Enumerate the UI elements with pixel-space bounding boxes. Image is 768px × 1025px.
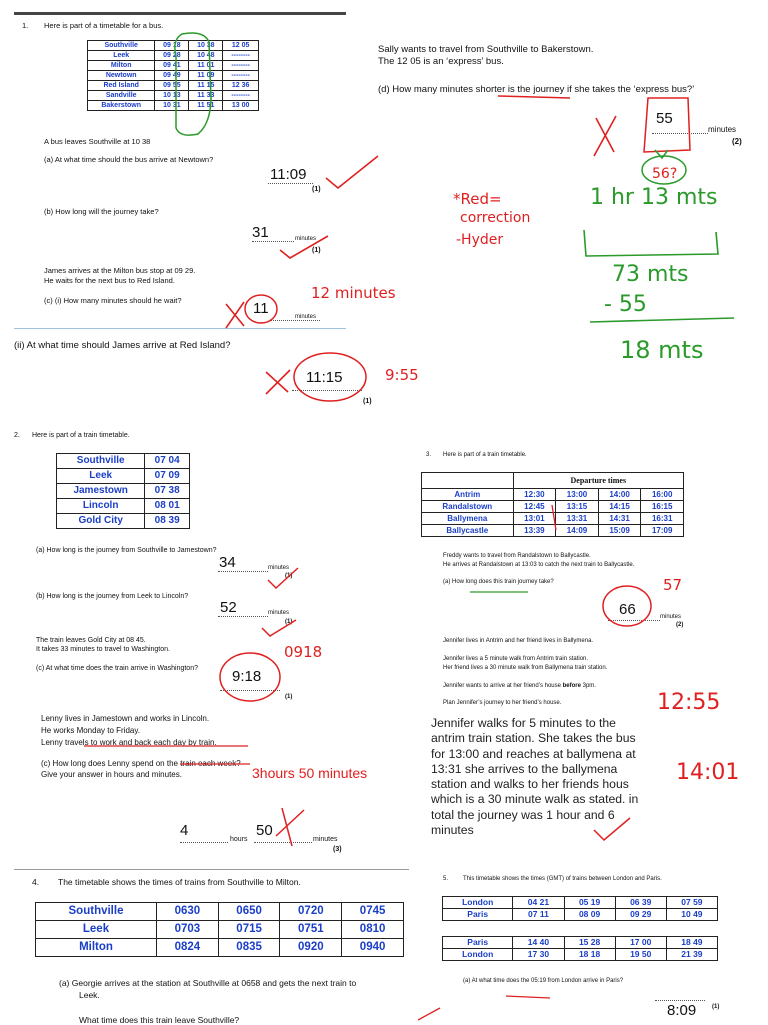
q3-freddy-line1: Freddy wants to travel from Randalstown to Ballycastle. [443, 553, 591, 559]
green-work-line2: 73 mts [612, 262, 689, 287]
q2d-question: (c) How long does Lenny spend on the train each week? [41, 759, 241, 768]
q2a-question: (a) How long is the journey from Southville to Jamestown? [36, 547, 217, 554]
q3-table-time-cell: 13:01 [513, 513, 556, 525]
q3-freddy-line2: He arrives at Randalstown at 13:03 to catch the next train to Ballycastle. [443, 562, 635, 568]
q4-table-time-cell: 0920 [280, 939, 342, 957]
q2c-answer-line [220, 690, 280, 691]
q3-jen-line4 [443, 683, 596, 689]
q1ci-answer: 11 [253, 300, 269, 317]
q1-table-time-cell: 09 41 [155, 61, 189, 71]
q5-table2-stop-cell: Paris [443, 937, 513, 949]
q5-table2-time-cell: 18 18 [564, 949, 615, 961]
q1-table-time-cell: 11 15 [189, 81, 223, 91]
q2-table-time-cell: 08 39 [145, 514, 190, 529]
q1cii-question: (ii) At what time should James arrive at Red Island? [14, 340, 231, 351]
q3a-answer: 66 [619, 601, 636, 618]
q1-james-line1: James arrives at the Milton bus stop at 09 29. [44, 266, 196, 275]
q2-number: 2. [14, 432, 20, 439]
q2-table-row [57, 484, 190, 499]
q2d-cross [276, 808, 304, 846]
q5-intro: This timetable shows the times (GMT) of trains between London and Paris. [463, 876, 662, 882]
q5-table2-time-cell: 21 39 [666, 949, 717, 961]
q3a-correction: 57 [663, 576, 683, 594]
q2a-answer: 34 [219, 554, 236, 571]
q1ci-question: (c) (i) How many minutes should he wait? [44, 296, 182, 305]
q1-table-time-cell: 09 18 [155, 41, 189, 51]
q1b-marks: (1) [312, 247, 321, 254]
q1-table-time-cell: -------- [223, 61, 259, 71]
q3-table-time-cell: 13:39 [513, 525, 556, 537]
q5-table2-row [443, 937, 718, 949]
q3-table-time-cell: 16:31 [641, 513, 684, 525]
q4-table-time-cell: 0940 [342, 939, 404, 957]
red-note-line2: correction [460, 210, 531, 226]
q4-table-time-cell: 0835 [218, 939, 280, 957]
q1a-answer: 11:09 [270, 166, 307, 183]
q1a-question: (a) At what time should the bus arrive at Newtown? [44, 155, 214, 164]
q5-table1-time-cell: 10 49 [666, 909, 717, 921]
q5-paris-london-table [442, 936, 718, 961]
q2a-check [268, 568, 298, 588]
q1-table-time-cell: 10 13 [155, 91, 189, 101]
q3-jen-line4-bold: before [562, 683, 581, 689]
q3-table-time-cell: 13:31 [556, 513, 599, 525]
q2b-answer-line [218, 616, 268, 617]
q1-table-stop-cell: Sandville [88, 91, 155, 101]
green-subtract-line [590, 318, 734, 322]
q5-table2-time-cell: 17 30 [513, 949, 564, 961]
q1-bus-timetable [87, 40, 259, 111]
q4-table-stop-cell: Leek [36, 921, 157, 939]
q1-table-row [88, 41, 259, 51]
q3-number: 3. [426, 452, 432, 458]
red-note-line1: *Red= [453, 190, 502, 208]
q2-table-time-cell: 07 38 [145, 484, 190, 499]
q1-table-time-cell: 10 48 [189, 51, 223, 61]
q3-table-time-cell: 17:09 [641, 525, 684, 537]
q1ci-correction: 12 minutes [311, 284, 396, 302]
q2c-marks: (1) [285, 694, 293, 700]
green-work-line1: 1 hr 13 mts [590, 185, 718, 210]
q2-table-stop-cell: Southville [57, 454, 145, 469]
q1b-question: (b) How long will the journey take? [44, 207, 159, 216]
q3-table-row [422, 513, 684, 525]
q1-table-stop-cell: Newtown [88, 71, 155, 81]
q1b-answer: 31 [252, 224, 269, 241]
q4-table-time-cell: 0751 [280, 921, 342, 939]
q3-table-stop-cell: Ballymena [422, 513, 514, 525]
q1-table-time-cell: 09 49 [155, 71, 189, 81]
q1d-answer: 55 [656, 110, 673, 127]
q5-table2-time-cell: 14 40 [513, 937, 564, 949]
q1-james-line2: He waits for the next bus to Red Island. [44, 276, 175, 285]
q3-table-time-cell: 14:00 [598, 489, 641, 501]
q5-london-paris-table [442, 896, 718, 921]
q5-table2-time-cell: 15 28 [564, 937, 615, 949]
q1-table-stop-cell: Red Island [88, 81, 155, 91]
q2d-marks: (3) [333, 846, 342, 853]
q3a-answer-line [608, 620, 660, 621]
q1cii-cross [266, 370, 290, 394]
q2-table-row [57, 514, 190, 529]
q3-table-time-cell: 16:15 [641, 501, 684, 513]
q2-gold-line2: It takes 33 minutes to travel to Washington. [36, 646, 170, 653]
q1-table-stop-cell: Leek [88, 51, 155, 61]
q1-sally-line1: Sally wants to travel from Southville to Bakerstown. [378, 44, 594, 55]
q1-table-time-cell: 12 36 [223, 81, 259, 91]
q1-table-stop-cell: Milton [88, 61, 155, 71]
q3-intro: Here is part of a train timetable. [443, 452, 527, 458]
q2d-mins-unit: minutes [313, 836, 338, 843]
q4-table-row [36, 939, 404, 957]
q2b-answer: 52 [220, 599, 237, 616]
q3b-typed-answer: Jennifer walks for 5 minutes to the antrim train station. She takes the bus for 13:00 and reaches at ballymena at 13:31 she arrives to the ballymena station and walks to her friends hous which is a 30 minute walk as stated. in total the journey was 1 hour and 6 minutes [431, 716, 639, 838]
q5-table1-time-cell: 08 09 [564, 909, 615, 921]
q3a-unit: minutes [660, 614, 682, 620]
q2-table-stop-cell: Jamestown [57, 484, 145, 499]
q5-table1-time-cell: 07 11 [513, 909, 564, 921]
q2d-question-line2: Give your answer in hours and minutes. [41, 770, 182, 779]
q4-table-row [36, 903, 404, 921]
q3a-question: (a) How long does this train journey take? [443, 579, 554, 585]
q4-table-stop-cell: Southville [36, 903, 157, 921]
q2b-question: (b) How long is the journey from Leek to Lincoln? [36, 593, 189, 600]
q3-table-header: Departure times [513, 473, 683, 489]
q4-table-row [36, 921, 404, 939]
q1-sally-line2: The 12 05 is an ‘express’ bus. [378, 56, 504, 67]
q3-table-time-cell: 16:00 [641, 489, 684, 501]
q1-intro: Here is part of a timetable for a bus. [44, 21, 164, 30]
q2b-marks: (1) [285, 619, 293, 625]
q1-table-time-cell: -------- [223, 51, 259, 61]
q1-table-time-cell: -------- [223, 71, 259, 81]
q1d-underline [498, 96, 570, 98]
q2c-question: (c) At what time does the train arrive in Washington? [36, 665, 198, 672]
q2c-answer: 9:18 [232, 668, 262, 685]
q5-table1-stop-cell: London [443, 897, 513, 909]
q5-table1-time-cell: 04 21 [513, 897, 564, 909]
q2-table-time-cell: 08 01 [145, 499, 190, 514]
q2-table-stop-cell: Gold City [57, 514, 145, 529]
q2d-mins-line [254, 842, 312, 843]
q1d-cross [594, 116, 616, 156]
q1a-check [326, 156, 378, 188]
q2-table-row [57, 499, 190, 514]
q4-train-timetable [35, 902, 404, 957]
q1-table-time-cell: -------- [223, 91, 259, 101]
q5a-marks: (1) [712, 1004, 720, 1010]
q2d-mins-answer: 50 [256, 822, 273, 839]
q1-table-stop-cell: Bakerstown [88, 101, 155, 111]
q1b-unit: minutes [295, 236, 317, 242]
q1-table-time-cell: 12 05 [223, 41, 259, 51]
q1-divider [14, 328, 346, 329]
q1ci-cross [226, 302, 244, 328]
q2b-unit: minutes [268, 610, 290, 616]
green-work-line4: 18 mts [620, 336, 704, 364]
q5-table1-row [443, 897, 718, 909]
q3-train-timetable [421, 472, 684, 537]
q1-table-time-cell: 09 28 [155, 51, 189, 61]
q4a-mark [418, 1008, 440, 1020]
q5a-answer-line [655, 1000, 705, 1001]
q4a-line2: Leek. [79, 990, 100, 1000]
q4-table-time-cell: 0824 [157, 939, 219, 957]
q1-table-row [88, 101, 259, 111]
q3-side-note2: 14:01 [676, 760, 740, 785]
q2-train-timetable [56, 453, 190, 529]
q4-divider [14, 869, 409, 870]
q2c-correction: 0918 [284, 643, 323, 661]
q1b-answer-line [252, 241, 294, 242]
q3-jen-line4-a: Jennifer wants to arrive at her friend’s house [443, 683, 563, 689]
q3-table-time-cell: 14:15 [598, 501, 641, 513]
q5-table2-time-cell: 19 50 [615, 949, 666, 961]
q4-table-time-cell: 0630 [157, 903, 219, 921]
q2d-hours-line [180, 842, 228, 843]
q1-table-row [88, 81, 259, 91]
q2d-correction: 3hours 50 minutes [252, 765, 368, 781]
q5a-answer: 8:09 [667, 1002, 697, 1019]
q4-number: 4. [32, 877, 40, 887]
q3-table-stop-cell: Ballycastle [422, 525, 514, 537]
q1-table-time-cell: 10 38 [189, 41, 223, 51]
q4a-line3: What time does this train leave Southville? [79, 1015, 240, 1025]
q3-table-time-cell: 12:45 [513, 501, 556, 513]
q4-intro: The timetable shows the times of trains from Southville to Milton. [58, 877, 301, 887]
q4-table-time-cell: 0703 [157, 921, 219, 939]
q1-number: 1. [22, 21, 29, 30]
q5-table1-time-cell: 07 59 [666, 897, 717, 909]
q1d-unit: minutes [708, 125, 737, 134]
q1-table-time-cell: 11 01 [189, 61, 223, 71]
q2-lenny-line1: Lenny lives in Jamestown and works in Lincoln. [41, 714, 210, 723]
q3-table-time-cell: 14:09 [556, 525, 599, 537]
q1d-question: (d) How many minutes shorter is the journey if she takes the ‘express bus?’ [378, 84, 695, 95]
q1d-marks: (2) [732, 137, 742, 146]
q1ci-answer-line [270, 320, 320, 321]
q4-table-stop-cell: Milton [36, 939, 157, 957]
q1a-marks: (1) [312, 186, 321, 193]
q1-table-time-cell: 10 31 [155, 101, 189, 111]
q1d-correction: 56? [652, 166, 678, 182]
q5-table1-stop-cell: Paris [443, 909, 513, 921]
q3-jen-line1: Jennifer lives in Antrim and her friend lives in Ballymena. [443, 638, 594, 644]
q3a-marks: (2) [676, 622, 684, 628]
q2a-unit: minutes [268, 565, 290, 571]
q2-table-stop-cell: Leek [57, 469, 145, 484]
q5-table2-stop-cell: London [443, 949, 513, 961]
green-work-line3: - 55 [604, 292, 647, 317]
q5-table1-time-cell: 05 19 [564, 897, 615, 909]
q4-table-time-cell: 0715 [218, 921, 280, 939]
q1ci-unit: minutes [295, 314, 317, 320]
q1-table-row [88, 71, 259, 81]
q2-table-time-cell: 07 04 [145, 454, 190, 469]
q5-table1-row [443, 909, 718, 921]
q1-table-row [88, 51, 259, 61]
q3-table-stop-cell: Antrim [422, 489, 514, 501]
q5-table2-time-cell: 17 00 [615, 937, 666, 949]
red-note-line3: -Hyder [456, 232, 504, 248]
q2a-marks: (1) [285, 573, 293, 579]
q4-table-time-cell: 0720 [280, 903, 342, 921]
q3-table-time-cell: 13:15 [556, 501, 599, 513]
q2-table-stop-cell: Lincoln [57, 499, 145, 514]
q5-number: 5. [443, 876, 449, 882]
q3-table-time-cell: 15:09 [598, 525, 641, 537]
q3-jen-line3: Her friend lives a 30 minute walk from Ballymena train station. [443, 665, 608, 671]
q1-table-time-cell: 13 00 [223, 101, 259, 111]
q1cii-correction: 9:55 [385, 366, 419, 384]
q1a-answer-line [268, 183, 313, 184]
q4-table-time-cell: 0745 [342, 903, 404, 921]
q1-table-time-cell: 11 33 [189, 91, 223, 101]
q2d-hours-unit: hours [230, 836, 248, 843]
q4-table-time-cell: 0650 [218, 903, 280, 921]
q2-intro: Here is part of a train timetable. [32, 432, 130, 439]
q3-table-stop-cell: Randalstown [422, 501, 514, 513]
q2-table-row [57, 454, 190, 469]
q2-lenny-line2: He works Monday to Friday. [41, 726, 140, 735]
q5-table2-row [443, 949, 718, 961]
q2-table-row [57, 469, 190, 484]
q5-table2-time-cell: 18 49 [666, 937, 717, 949]
q1d-green-arrow [655, 150, 668, 158]
q4a-line1: (a) Georgie arrives at the station at Southville at 0658 and gets the next train to [59, 978, 357, 988]
q3-jen-line5: Plan Jennifer’s journey to her friend’s house. [443, 700, 562, 706]
q5-table1-time-cell: 09 29 [615, 909, 666, 921]
q1-table-stop-cell: Southville [88, 41, 155, 51]
q3-table-time-cell: 13:00 [556, 489, 599, 501]
q1-table-time-cell: 11 51 [189, 101, 223, 111]
q3-jen-line2: Jennifer lives a 5 minute walk from Antrim train station. [443, 656, 589, 662]
q5a-question: (a) At what time does the 05:19 from London arrive in Paris? [463, 978, 624, 984]
q3-side-note1: 12:55 [657, 690, 721, 715]
green-bracket [584, 230, 718, 256]
q1cii-answer-line [292, 390, 362, 391]
q1-table-time-cell: 11 09 [189, 71, 223, 81]
top-rule [14, 12, 346, 15]
q2-gold-line1: The train leaves Gold City at 08 45. [36, 637, 146, 644]
q3-table-time-cell: 14:31 [598, 513, 641, 525]
q1-table-row [88, 61, 259, 71]
q2a-answer-line [218, 571, 268, 572]
q1cii-answer: 11:15 [306, 369, 343, 386]
q3-jen-line4-c: 3pm. [580, 683, 596, 689]
q5-table1-time-cell: 06 39 [615, 897, 666, 909]
q1-table-time-cell: 09 55 [155, 81, 189, 91]
q3-table-row [422, 489, 684, 501]
q2-table-time-cell: 07 09 [145, 469, 190, 484]
q3-table-time-cell: 12:30 [513, 489, 556, 501]
q3-table-row [422, 501, 684, 513]
q4-table-time-cell: 0810 [342, 921, 404, 939]
q2-lenny-line3: Lenny travels to work and back each day by train. [41, 738, 217, 747]
q2d-hours-answer: 4 [180, 822, 189, 839]
q1d-answer-line [652, 133, 708, 134]
q5a-underline [506, 996, 550, 998]
q1cii-marks: (1) [363, 398, 372, 405]
q3-table-row [422, 525, 684, 537]
q1-leaves: A bus leaves Southville at 10 38 [44, 137, 151, 146]
q1-table-row [88, 91, 259, 101]
